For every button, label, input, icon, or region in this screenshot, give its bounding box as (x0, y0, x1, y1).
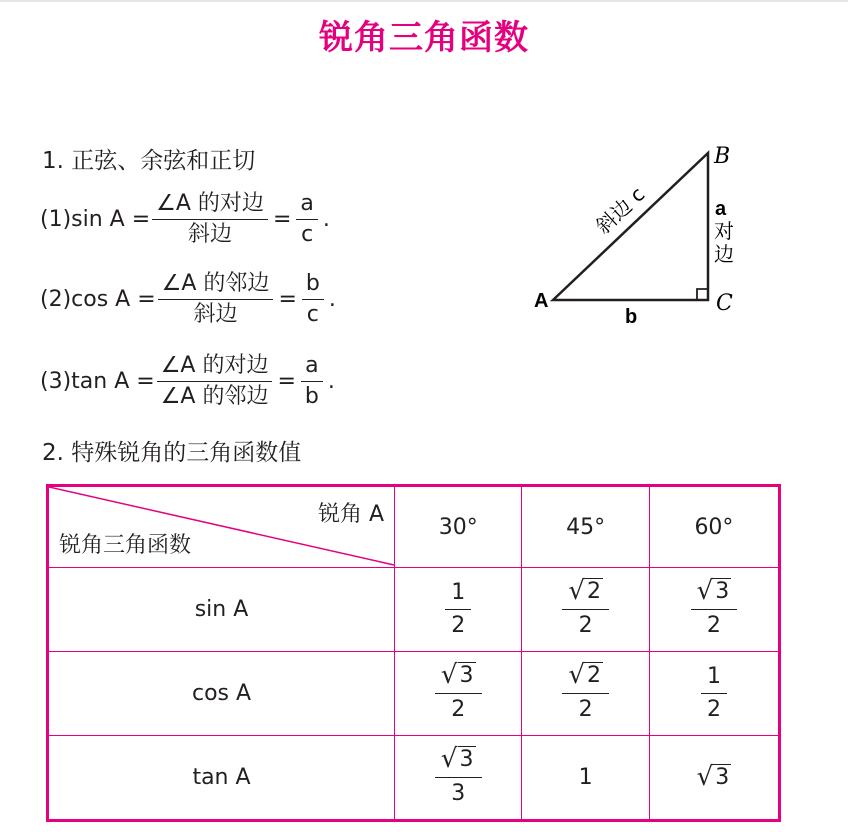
cos-letter-denominator: c (306, 302, 319, 327)
table-corner-cell (48, 486, 395, 568)
fraction-numerator (562, 577, 609, 610)
tan-30-value (395, 735, 522, 820)
sin-letter-numerator: a (296, 190, 317, 220)
radical-sign: √ (568, 576, 585, 607)
sin-letter-denominator: c (301, 222, 314, 247)
tan-denominator: ∠A 的邻边 (160, 384, 269, 409)
sin-prefix: (1)sin A = (40, 207, 151, 232)
special-angles-table (46, 484, 781, 822)
radicand: 3 (459, 663, 474, 689)
radical-sign: √ (696, 762, 714, 793)
opposite-label-1: 对 (714, 219, 734, 243)
sin-numerator: ∠A 的对边 (152, 190, 268, 220)
page-title: 锐角三角函数 (319, 18, 529, 58)
right-triangle-diagram (520, 135, 760, 330)
fraction-denominator: 3 (451, 781, 466, 807)
cos-30-value (395, 651, 522, 735)
fraction-denominator: 2 (578, 697, 593, 723)
adjacent-label: b (625, 306, 638, 328)
cos-period: . (328, 287, 336, 312)
tan-letter-numerator: a (301, 352, 322, 382)
opposite-label-2: 边 (714, 242, 734, 266)
vertex-c-label: C (716, 291, 733, 316)
cos-equals: = (278, 287, 297, 312)
sqrt-expression (697, 763, 732, 791)
row-label-sin: sin A (48, 568, 395, 652)
sin-denominator: 斜边 (188, 222, 233, 247)
fraction-numerator (435, 745, 482, 778)
sqrt-expression (568, 577, 603, 605)
corner-function-label: 锐角三角函数 (59, 533, 192, 558)
right-angle-mark (697, 289, 708, 300)
fraction-denominator: 2 (451, 697, 466, 723)
value-fraction (435, 661, 482, 725)
fraction-denominator: 2 (578, 613, 593, 639)
fraction-denominator: 2 (706, 613, 721, 639)
table-row-sin (48, 568, 780, 652)
radical-sign: √ (696, 576, 714, 607)
table-row-tan (48, 735, 780, 820)
radicand: 3 (459, 747, 474, 773)
row-label-tan: tan A (48, 735, 395, 820)
cos-letter-numerator: b (302, 270, 324, 300)
section1-heading: 1. 正弦、余弦和正切 (42, 148, 256, 174)
fraction-numerator: 1 (445, 578, 471, 610)
sin-45-value (522, 568, 649, 652)
sin-equals: = (272, 207, 292, 232)
sin-ratio-fraction (152, 190, 268, 249)
tan-letter-fraction (301, 352, 323, 411)
value-fraction (701, 662, 727, 725)
table-header-row (48, 486, 780, 568)
hypotenuse-label: 斜边 c (591, 181, 650, 239)
tan-prefix: (3)tan A = (40, 369, 155, 394)
plain-value: 1 (578, 764, 593, 790)
angle-header-30: 30° (395, 486, 522, 568)
corner-angle-label: 锐角 A (317, 502, 384, 527)
radical-sign: √ (440, 744, 458, 775)
radical-sign: √ (440, 660, 458, 691)
sin-formula (40, 190, 330, 249)
sqrt-expression (697, 577, 732, 605)
sin-30-value (395, 568, 522, 652)
sqrt-expression (441, 745, 476, 773)
cos-prefix: (2)cos A = (40, 287, 156, 312)
value-fraction (445, 578, 471, 641)
cos-denominator: 斜边 (193, 302, 238, 327)
vertex-a-label: A (534, 290, 549, 312)
tan-60-value (649, 735, 779, 820)
fraction-numerator (435, 661, 482, 694)
cos-ratio-fraction (158, 270, 274, 329)
fraction-denominator: 2 (451, 612, 466, 638)
sqrt-expression (568, 661, 603, 689)
radicand: 2 (586, 663, 601, 689)
cos-numerator: ∠A 的邻边 (158, 270, 274, 300)
fraction-numerator (562, 661, 609, 694)
value-fraction (562, 577, 609, 641)
row-label-cos: cos A (48, 651, 395, 735)
angle-header-45: 45° (522, 486, 649, 568)
radicand: 3 (715, 579, 730, 605)
cos-letter-fraction (302, 270, 324, 329)
value-fraction (562, 661, 609, 725)
tan-formula (40, 352, 335, 411)
fraction-denominator: 2 (706, 696, 721, 722)
cos-45-value (522, 651, 649, 735)
cos-formula (40, 270, 336, 329)
tan-equals: = (277, 369, 296, 394)
opposite-letter: a (715, 198, 727, 220)
top-divider (0, 0, 848, 2)
cos-60-value (649, 651, 779, 735)
tan-letter-denominator: b (304, 384, 319, 409)
radicand: 2 (586, 579, 601, 605)
radical-sign: √ (568, 660, 585, 691)
tan-numerator: ∠A 的对边 (157, 352, 273, 382)
section2-heading: 2. 特殊锐角的三角函数值 (42, 440, 302, 466)
tan-ratio-fraction (157, 352, 273, 411)
sin-period: . (322, 207, 330, 232)
value-fraction (691, 577, 738, 641)
sin-60-value (649, 568, 779, 652)
angle-header-60: 60° (649, 486, 779, 568)
vertex-b-label: B (714, 144, 731, 169)
sqrt-expression (441, 661, 476, 689)
fraction-numerator (691, 577, 738, 610)
sin-letter-fraction (296, 190, 317, 249)
value-fraction (435, 745, 482, 809)
triangle-outline (553, 153, 708, 300)
tan-period: . (327, 369, 335, 394)
radicand: 3 (715, 765, 730, 791)
table-row-cos (48, 651, 780, 735)
fraction-numerator: 1 (701, 662, 727, 694)
tan-45-value (522, 735, 649, 820)
